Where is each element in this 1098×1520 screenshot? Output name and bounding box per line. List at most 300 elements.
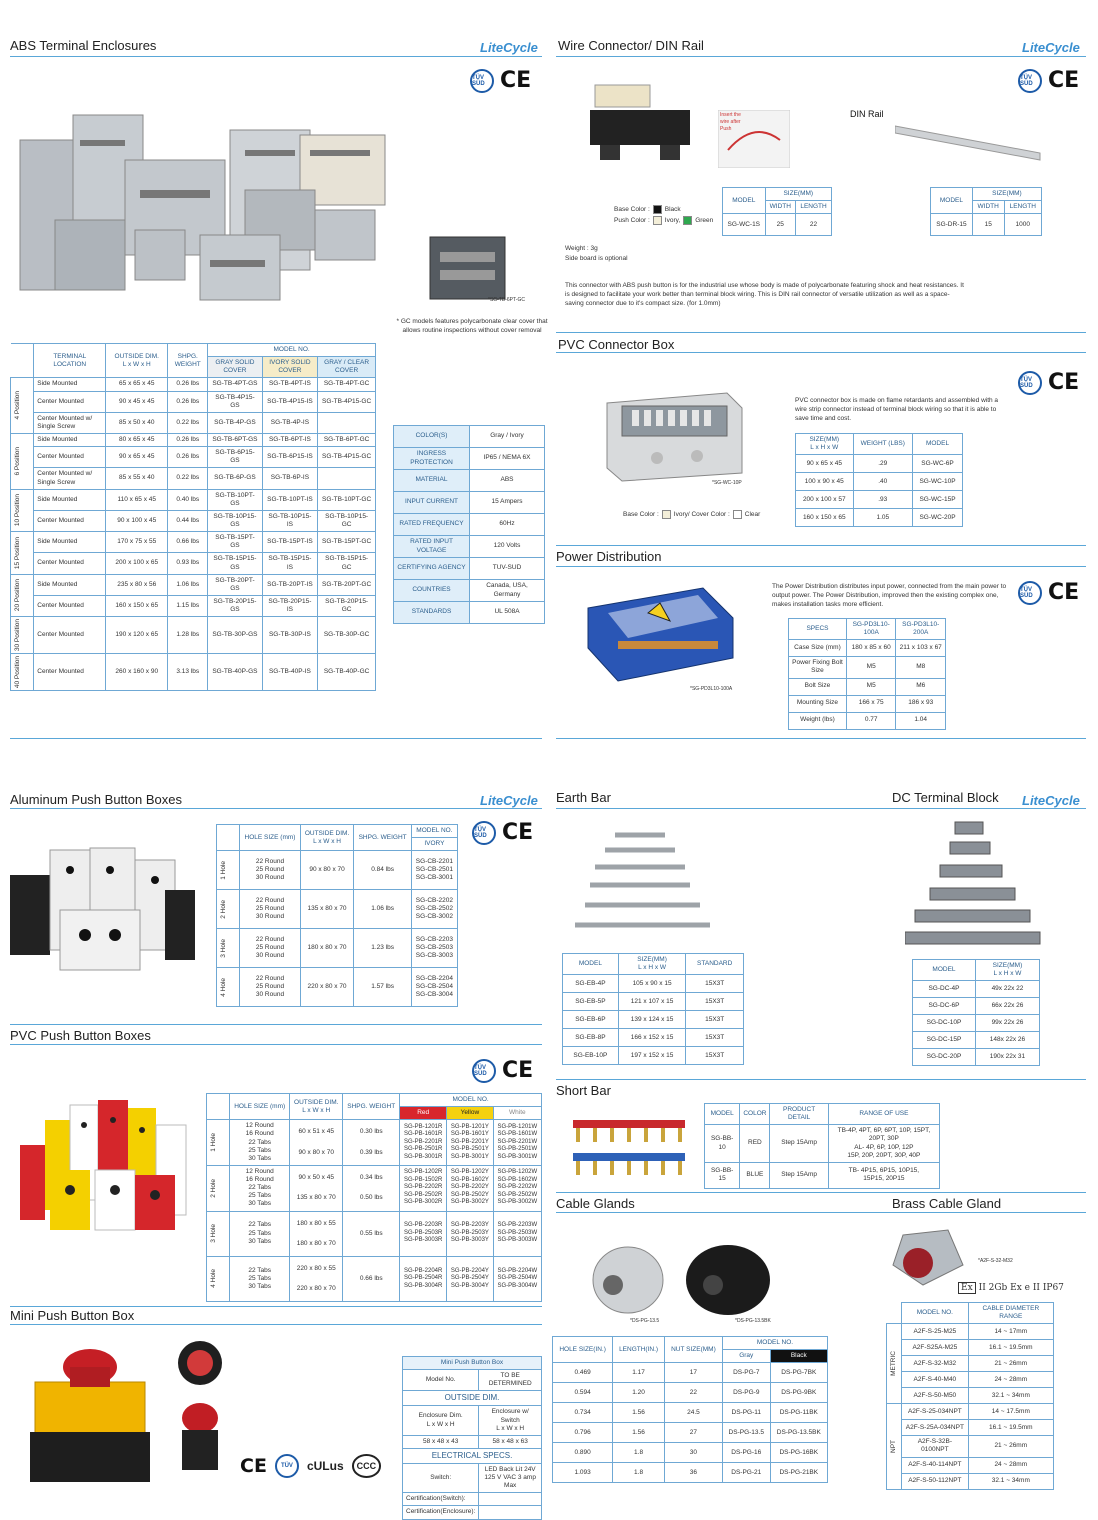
abs-th-gs: GRAY SOLID COVER	[208, 357, 262, 378]
divider	[556, 1079, 1086, 1080]
td: SG-WC-1S	[723, 214, 766, 236]
table-cell: SG-BB-15	[705, 1162, 740, 1188]
pvcpb-dim: 60 x 51 x 45	[298, 1128, 334, 1136]
ce-icon: CE	[500, 68, 532, 93]
table-cell: TB-4P, 4PT, 6P, 6PT, 10P, 15PT, 20PT, 30P AL- 4P, 6P, 10P, 12P 15P, 20P, 20PT, 30P, 40P	[828, 1125, 939, 1163]
short-table-wrap	[704, 1103, 940, 1189]
table-cell: SG-TB-4P-GS	[208, 412, 262, 433]
pvcpb-hole	[207, 1165, 230, 1211]
th: SHPG. WEIGHT	[343, 1094, 400, 1120]
brass-group	[887, 1324, 902, 1404]
abs-position	[11, 532, 34, 575]
table-cell: Center Mounted	[34, 447, 106, 468]
td: 58 x 48 x 63	[479, 1435, 542, 1448]
th-red: Red	[400, 1107, 447, 1120]
table-cell: 200 x 100 x 65	[106, 553, 168, 574]
table-cell: RED	[740, 1125, 770, 1163]
td	[479, 1493, 542, 1506]
td: 15	[972, 214, 1004, 236]
table-cell: SG-EB-4P	[563, 975, 619, 993]
th: MODEL	[931, 188, 973, 214]
td: 1000	[1004, 214, 1041, 236]
pvcpb-wt: 0.50 lbs	[359, 1194, 383, 1202]
abs-th-blank	[11, 344, 34, 378]
table-cell: .29	[853, 455, 912, 473]
pvcpb-wt: 0.55 lbs	[359, 1229, 383, 1237]
table-cell: Side Mounted	[34, 489, 106, 510]
gland-img1: *DS-PG-13.5	[630, 1318, 660, 1324]
td: Enclosure Dim. L x W x H	[403, 1406, 479, 1435]
table-cell: Center Mounted w/ Single Screw	[34, 468, 106, 489]
brass-group	[887, 1404, 902, 1489]
table-cell: TB- 4P15, 6P15, 10P15, 15P15, 20P15	[828, 1162, 939, 1188]
glands-table-wrap	[552, 1336, 828, 1483]
table-cell: 170 x 75 x 55	[106, 532, 168, 553]
brass-table	[886, 1302, 1054, 1490]
table-cell: 1.28 lbs	[168, 617, 208, 654]
table-cell: SG-PB-1201R SG-PB-1601R SG-PB-2201R SG-PB-2501R SG-PB-3001R	[400, 1120, 447, 1166]
th: MODEL NO.	[722, 1337, 827, 1350]
alu-hole-label: 1 Hole	[220, 860, 227, 880]
table-cell: 1.8	[613, 1443, 665, 1463]
litecycle-logo: LiteCycle	[1022, 793, 1080, 808]
th: SIZE(MM) L x H x W	[975, 960, 1039, 981]
abs-position-label: 30 Position	[14, 619, 21, 652]
wire-sideboard: Side board is optional	[565, 255, 628, 262]
pvcpb-wt: 0.30 lbs	[359, 1128, 383, 1136]
table-cell: SG-TB-15P15-GS	[208, 553, 262, 574]
power-desc: The Power Distribution distributes input power, connected from the main power to output power. The Power Distribution, improved then the existing complex one, makes installation tasks more efficient.	[772, 583, 1007, 609]
table-row	[11, 412, 376, 433]
table-cell: SG-TB-40P-GC	[318, 654, 376, 691]
td: TO BE DETERMINED	[479, 1370, 542, 1391]
table-cell: STANDARDS	[394, 602, 470, 624]
table-cell: SG-TB-10P15-IS	[262, 510, 318, 531]
cert-badges	[470, 68, 531, 93]
th-yellow: Yellow	[447, 1107, 494, 1120]
table-cell: SG-TB-10P15-GS	[208, 510, 262, 531]
abs-th-wt: SHPG. WEIGHT	[168, 344, 208, 378]
table-cell: SG-PB-1201Y SG-PB-1601Y SG-PB-2201Y SG-PB-2501Y SG-PB-3001Y	[447, 1120, 494, 1166]
table-cell: DS-PG-11BK	[770, 1403, 827, 1423]
table-cell: Gray / Ivory	[470, 426, 545, 448]
table-cell: ABS	[470, 470, 545, 492]
divider	[10, 738, 542, 739]
table-cell: 1.06 lbs	[354, 890, 411, 929]
th: HOLE SIZE (mm)	[230, 1094, 290, 1120]
abs-position-label: 6 Position	[14, 447, 21, 476]
alu-boxes-photo	[5, 840, 200, 975]
table-cell: 22 Round 25 Round 30 Round	[240, 968, 300, 1007]
brass-title: Brass Cable Gland	[892, 1196, 1002, 1211]
table-cell: SG-TB-4P15-GC	[318, 447, 376, 468]
table-cell: Bolt Size	[789, 678, 847, 695]
swatch-green	[683, 216, 692, 225]
th: OUTSIDE DIM.	[403, 1391, 542, 1406]
table-cell: UL 508A	[470, 602, 545, 624]
table-cell: 1.56	[613, 1403, 665, 1423]
table-cell: DS-PG-16	[722, 1443, 770, 1463]
table-cell: A2F-S-40-114NPT	[902, 1457, 968, 1473]
table-cell: Weight (lbs)	[789, 712, 847, 729]
td: LED Back Lit 24V 125 V VAC 3 amp Max	[479, 1463, 542, 1492]
pvc-box-title: PVC Connector Box	[558, 337, 675, 352]
divider	[10, 1024, 542, 1025]
table-cell	[318, 412, 376, 433]
alu-table-wrap	[216, 824, 458, 1007]
wire-push-color	[614, 216, 713, 225]
din-label: DIN Rail	[850, 109, 884, 119]
alu-hole-label: 2 Hole	[220, 899, 227, 919]
table-cell: 12 Round 16 Round 22 Tabs 25 Tabs 30 Tabs	[230, 1120, 290, 1166]
table-cell: 24.5	[664, 1403, 722, 1423]
table-row	[796, 509, 963, 527]
alu-hole-label: 3 Hole	[220, 938, 227, 958]
table-row	[11, 510, 376, 531]
pvcpb-hole	[207, 1256, 230, 1301]
table-cell: M5	[846, 657, 896, 678]
table-row	[913, 998, 1040, 1015]
table-cell: Center Mounted w/ Single Screw	[34, 412, 106, 433]
th: SHPG. WEIGHT	[354, 825, 411, 851]
table-cell: SG-PB-2203R SG-PB-2503R SG-PB-3003R	[400, 1211, 447, 1256]
table-cell: SG-PB-2204W SG-PB-2504W SG-PB-3004W	[493, 1256, 541, 1301]
table-row	[563, 1029, 744, 1047]
power-img-label: *SG-PD3L10-100A	[690, 686, 733, 692]
table-row	[887, 1457, 1054, 1473]
table-cell: 85 x 55 x 40	[106, 468, 168, 489]
table-row	[11, 553, 376, 574]
litecycle-logo: LiteCycle	[480, 793, 538, 808]
table-cell: SG-EB-6P	[563, 1011, 619, 1029]
divider	[556, 545, 1086, 546]
abs-note: * GC models features polycarbonate clear cover that allows routine inspections without cover removal	[396, 318, 548, 335]
table-cell: 15 Ampers	[470, 492, 545, 514]
pvc-box-table-wrap	[795, 433, 963, 527]
table-cell: Mounting Size	[789, 695, 847, 712]
table-cell: SG-DC-4P	[913, 981, 976, 998]
table-cell: SG-PB-2203W SG-PB-2503W SG-PB-3003W	[493, 1211, 541, 1256]
pvcpb-hole	[207, 1211, 230, 1256]
mini-title: Mini Push Button Box	[10, 1308, 135, 1323]
th: MODEL	[913, 434, 963, 455]
pvcpb-dim: 220 x 80 x 55	[296, 1264, 336, 1272]
table-row	[11, 378, 376, 391]
tuv-icon: TÜV SÜD	[472, 1059, 496, 1083]
table-cell: SG-PB-1202R SG-PB-1502R SG-PB-2202R SG-PB-2502R SG-PB-3002R	[400, 1165, 447, 1211]
td: 22	[796, 214, 832, 236]
table-cell: 66x 22x 26	[975, 998, 1039, 1015]
pvcpb-wt: 0.39 lbs	[359, 1148, 383, 1156]
table-row	[11, 468, 376, 489]
table-cell: 22 Round 25 Round 30 Round	[240, 890, 300, 929]
brass-gland-photo	[888, 1225, 968, 1290]
table-cell: SG-DC-15P	[913, 1032, 976, 1049]
table-cell: SG-TB-20P15-GC	[318, 595, 376, 616]
pvcpb-hole	[207, 1120, 230, 1166]
pvc-clear-label: Clear	[744, 511, 761, 519]
table-cell: 21 ~ 26mm	[968, 1356, 1053, 1372]
table-cell: SG-TB-4PT-GC	[318, 378, 376, 391]
alu-hole	[217, 851, 240, 890]
alu-title: Aluminum Push Button Boxes	[10, 792, 182, 807]
table-cell: DS-PG-13.5BK	[770, 1423, 827, 1443]
abs-position-label: 40 Position	[14, 656, 21, 689]
ex-icon: Ex	[958, 1282, 976, 1294]
table-cell: SG-WC-6P	[913, 455, 963, 473]
table-cell: 80 x 65 x 45	[106, 434, 168, 447]
wire-desc: This connector with ABS push button is for the industrial use whose body is made of polycarbonate featuring shock and heat resistances. It is designed to facilitate your work better than terminal block wiring. This is DIN rail connector of versatile utilization as well as a space-saving connector due to it's compact size. (for 1.0mm)	[565, 282, 964, 308]
table-cell: 22 Round 25 Round 30 Round	[240, 929, 300, 968]
earth-bar-photo	[570, 825, 720, 945]
pvcpb-hole-label: 1 Hole	[210, 1133, 217, 1152]
table-cell: RATED FREQUENCY	[394, 514, 470, 536]
abs-title: ABS Terminal Enclosures	[10, 38, 157, 53]
gland-img2: *DS-PG-13.5BK	[735, 1318, 771, 1324]
th: MODEL NO.	[902, 1303, 968, 1324]
table-cell: 0.26 lbs	[168, 447, 208, 468]
ce-icon: CE	[502, 820, 534, 845]
table-cell: 0.44 lbs	[168, 510, 208, 531]
mini-switch-photo	[170, 1338, 230, 1483]
table-cell	[318, 468, 376, 489]
table-row	[11, 595, 376, 616]
table-row	[563, 993, 744, 1011]
table-cell: SG-EB-10P	[563, 1047, 619, 1065]
th: SIZE(MM)	[765, 188, 831, 201]
table-cell: 60Hz	[470, 514, 545, 536]
table-row	[11, 574, 376, 595]
table-row	[217, 851, 458, 890]
table-cell: IP65 / NEMA 6X	[470, 448, 545, 470]
abs-th-loc: TERMINAL LOCATION	[34, 344, 106, 378]
table-row	[394, 426, 545, 448]
divider	[556, 1212, 1086, 1213]
table-cell: INPUT CURRENT	[394, 492, 470, 514]
th: Mini Push Button Box	[403, 1357, 542, 1370]
table-cell: A2F-S-50-112NPT	[902, 1473, 968, 1489]
th: COLOR	[740, 1104, 770, 1125]
td: Certification(Switch):	[403, 1493, 479, 1506]
pvcpb-dim: 90 x 80 x 70	[298, 1148, 334, 1156]
table-cell: DS-PG-7	[722, 1363, 770, 1383]
table-cell: 0.22 lbs	[168, 468, 208, 489]
abs-specs-wrap	[393, 425, 545, 624]
swatch-ivory	[662, 510, 671, 519]
table-cell: 200 x 100 x 57	[796, 491, 854, 509]
table-cell: DS-PG-9	[722, 1383, 770, 1403]
table-cell: SG-TB-6PT-GS	[208, 434, 262, 447]
pvcpb-dims	[290, 1256, 343, 1301]
th: MODEL	[563, 954, 619, 975]
table-cell: Side Mounted	[34, 378, 106, 391]
table-cell: 0.77	[846, 712, 896, 729]
th: MODEL NO.	[400, 1094, 542, 1107]
power-dist-photo	[578, 583, 743, 683]
table-cell: SG-DC-20P	[913, 1049, 976, 1066]
table-cell: DS-PG-21BK	[770, 1463, 827, 1483]
table-cell: 186 x 93	[896, 695, 946, 712]
wire-push-label: Push Color :	[614, 217, 650, 225]
table-row	[11, 489, 376, 510]
table-cell: SG-TB-10P15-GC	[318, 510, 376, 531]
table-cell: SG-TB-6PT-GC	[318, 434, 376, 447]
pvcpb-title: PVC Push Button Boxes	[10, 1028, 151, 1043]
table-cell: 49x 22x 22	[975, 981, 1039, 998]
table-cell: 1.15 lbs	[168, 595, 208, 616]
power-table	[788, 618, 946, 730]
glands-title: Cable Glands	[556, 1196, 635, 1211]
table-cell: SG-TB-20PT-IS	[262, 574, 318, 595]
abs-position	[11, 574, 34, 617]
table-cell: 27	[664, 1423, 722, 1443]
td: SG-DR-15	[931, 214, 973, 236]
table-row	[394, 492, 545, 514]
table-row	[553, 1403, 828, 1423]
th: MODEL NO.	[411, 825, 457, 838]
table-cell: 197 x 152 x 15	[618, 1047, 686, 1065]
table-cell: 0.22 lbs	[168, 412, 208, 433]
table-cell: Center Mounted	[34, 553, 106, 574]
table-cell: SG-CB-2204 SG-CB-2504 SG-CB-3004	[411, 968, 457, 1007]
table-cell: .93	[853, 491, 912, 509]
table-row	[887, 1372, 1054, 1388]
table-cell: Side Mounted	[34, 532, 106, 553]
table-cell: 1.56	[613, 1423, 665, 1443]
table-cell: 90 x 65 x 45	[106, 447, 168, 468]
ce-icon: CE	[502, 1058, 534, 1083]
cert-badges	[1018, 370, 1079, 395]
th: MODEL	[705, 1104, 740, 1125]
table-row	[913, 981, 1040, 998]
ul-icon: cULus	[306, 1459, 344, 1473]
table-cell: SG-WC-20P	[913, 509, 963, 527]
table-cell: 30	[664, 1443, 722, 1463]
cert-badges	[1018, 580, 1079, 605]
dc-title: DC Terminal Block	[892, 790, 999, 805]
pvcpb-dims	[290, 1165, 343, 1211]
divider	[556, 56, 1086, 57]
abs-th-dim: OUTSIDE DIM. L x W x H	[106, 344, 168, 378]
table-cell: SG-TB-6P15-IS	[262, 447, 318, 468]
abs-gc-photo	[425, 232, 510, 307]
table-cell: 180 x 85 x 60	[846, 640, 896, 657]
table-cell: 105 x 90 x 15	[618, 975, 686, 993]
th: SG-PD3L10-100A	[846, 619, 896, 640]
table-cell: 1.23 lbs	[354, 929, 411, 968]
divider	[10, 1324, 542, 1325]
td: Model No.	[403, 1370, 479, 1391]
divider	[10, 56, 542, 57]
abs-position	[11, 489, 34, 532]
wire-green-label: Green	[695, 217, 714, 225]
table-cell: 15X3T	[686, 975, 744, 993]
din-rail-photo	[895, 118, 1050, 163]
th: WIDTH	[972, 201, 1004, 214]
table-cell: DS-PG-7BK	[770, 1363, 827, 1383]
table-cell: 260 x 160 x 90	[106, 654, 168, 691]
table-cell: 22 Tabs 25 Tabs 30 Tabs	[230, 1211, 290, 1256]
table-row	[796, 455, 963, 473]
din-table-wrap	[930, 187, 1042, 236]
abs-table-wrap	[10, 343, 376, 691]
table-row	[553, 1383, 828, 1403]
table-cell: 24 ~ 28mm	[968, 1457, 1053, 1473]
alu-hole	[217, 890, 240, 929]
table-row	[913, 1049, 1040, 1066]
table-cell: 3.13 lbs	[168, 654, 208, 691]
table-row	[553, 1463, 828, 1483]
table-row	[563, 975, 744, 993]
table-cell: 14 ~ 17mm	[968, 1324, 1053, 1340]
table-cell: SG-TB-30P-GC	[318, 617, 376, 654]
abs-th-model: MODEL NO.	[208, 344, 376, 357]
table-cell: 0.84 lbs	[354, 851, 411, 890]
table-row	[553, 1443, 828, 1463]
th: LENGTH	[1004, 201, 1041, 214]
table-cell: SG-TB-10PT-IS	[262, 489, 318, 510]
short-title: Short Bar	[556, 1083, 611, 1098]
pvcpb-wts	[343, 1211, 400, 1256]
wire-weight: Weight : 3g	[565, 245, 598, 252]
th: STANDARD	[686, 954, 744, 975]
table-cell: SG-TB-15PT-GC	[318, 532, 376, 553]
td: Switch:	[403, 1463, 479, 1492]
table-cell: SG-TB-4PT-IS	[262, 378, 318, 391]
table-cell: SG-TB-40P-IS	[262, 654, 318, 691]
table-row	[796, 473, 963, 491]
table-cell: RATED INPUT VOLTAGE	[394, 536, 470, 558]
th: OUTSIDE DIM. L x W x H	[290, 1094, 343, 1120]
table-cell: A2F-S-32-M32	[902, 1356, 968, 1372]
table-cell: M8	[896, 657, 946, 678]
table-cell: 166 x 152 x 15	[618, 1029, 686, 1047]
table-row	[11, 532, 376, 553]
ce-icon: CE	[1048, 370, 1080, 395]
table-row	[705, 1125, 940, 1163]
table-row	[789, 695, 946, 712]
tuv-icon: TÜV SÜD	[472, 821, 496, 845]
table-row	[913, 1032, 1040, 1049]
th	[207, 1094, 230, 1120]
mini-cert-badges	[240, 1454, 381, 1478]
th	[887, 1303, 902, 1324]
table-cell: A2F-S-40-M40	[902, 1372, 968, 1388]
table-cell: TUV-SUD	[470, 558, 545, 580]
table-cell: MATERIAL	[394, 470, 470, 492]
wire-ivory-label: Ivory,	[664, 217, 681, 225]
table-row	[207, 1211, 542, 1256]
th: SIZE(MM) L x H x W	[618, 954, 686, 975]
table-cell: SG-WC-10P	[913, 473, 963, 491]
th: ELECTRICAL SPECS.	[403, 1448, 542, 1463]
pvcpb-dim: 135 x 80 x 70	[296, 1194, 336, 1202]
td: 58 x 48 x 43	[403, 1435, 479, 1448]
table-cell: COUNTRIES	[394, 580, 470, 602]
wire-base-color	[614, 205, 681, 214]
table-cell: 0.93 lbs	[168, 553, 208, 574]
mini-table-wrap	[402, 1356, 542, 1520]
abs-position	[11, 378, 34, 434]
pvcpb-wt: 0.34 lbs	[359, 1174, 383, 1182]
table-row	[705, 1162, 940, 1188]
th: RANGE OF USE	[828, 1104, 939, 1125]
divider	[10, 1306, 542, 1307]
alu-hole-label: 4 Hole	[220, 977, 227, 997]
table-cell: 90 x 100 x 45	[106, 510, 168, 531]
table-row	[913, 1015, 1040, 1032]
th: LENGTH	[796, 201, 832, 214]
